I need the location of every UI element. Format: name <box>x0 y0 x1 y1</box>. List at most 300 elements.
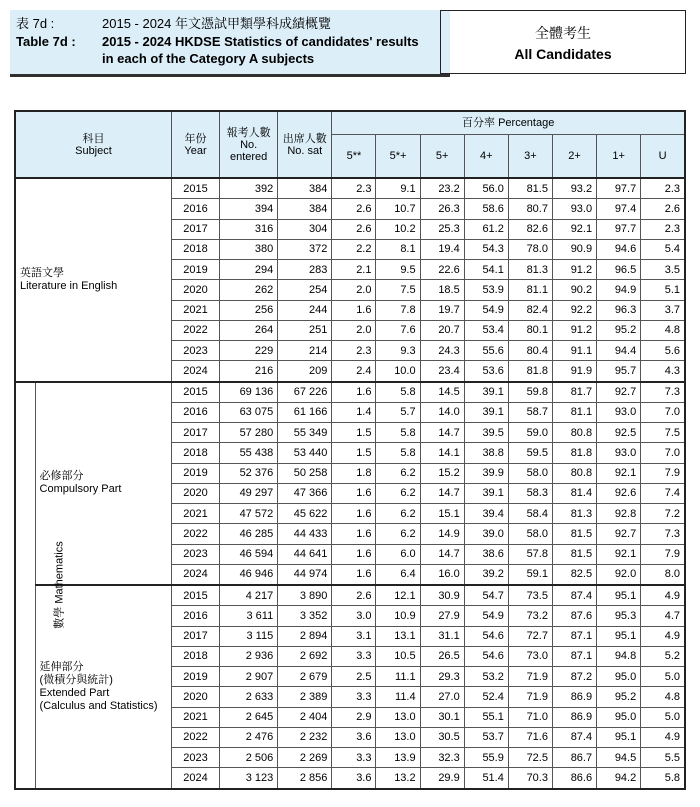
year-cell: 2016 <box>171 402 219 422</box>
table-cell: 87.2 <box>552 667 596 687</box>
table-cell: 92.2 <box>552 300 596 320</box>
entered-header-zh: 報考人數 <box>226 126 271 139</box>
table-cell: 13.0 <box>376 727 420 747</box>
table-cell: 5.0 <box>641 667 685 687</box>
math-part-name-zh: 必修部分 <box>39 470 84 483</box>
table-cell: 7.5 <box>641 423 685 443</box>
table-cell: 4.9 <box>641 585 685 606</box>
table-cell: 53.2 <box>464 667 508 687</box>
table-cell: 92.7 <box>597 382 641 403</box>
table-cell: 95.7 <box>597 361 641 382</box>
table-cell: 14.7 <box>420 544 464 564</box>
table-cell: 90.2 <box>552 280 596 300</box>
table-cell: 38.8 <box>464 443 508 463</box>
table-cell: 95.0 <box>597 707 641 727</box>
title-row-zh <box>16 16 331 32</box>
table-cell: 4.8 <box>641 320 685 340</box>
table-cell: 91.9 <box>552 361 596 382</box>
table-cell: 8.1 <box>376 239 420 259</box>
table-cell: 5.6 <box>641 341 685 361</box>
table-cell: 82.5 <box>552 564 596 585</box>
table-cell: 384 <box>278 178 332 199</box>
table-cell: 92.1 <box>552 219 596 239</box>
table-cell: 2 232 <box>278 727 332 747</box>
table-cell: 2 633 <box>220 687 278 707</box>
table-row <box>15 178 685 199</box>
math-part-name-zh2: (微積分與統計) <box>39 673 113 686</box>
table-cell: 72.7 <box>508 626 552 646</box>
table-cell: 3.6 <box>332 727 376 747</box>
year-cell: 2024 <box>171 361 219 382</box>
grade-header: 4+ <box>464 135 508 179</box>
table-cell: 19.7 <box>420 300 464 320</box>
table-cell: 63 075 <box>220 402 278 422</box>
table-cell: 2 856 <box>278 768 332 789</box>
table-cell: 4.3 <box>641 361 685 382</box>
table-cell: 94.2 <box>597 768 641 789</box>
table-title-en-line2: in each of the Category A subjects <box>102 51 315 66</box>
table-cell: 47 572 <box>220 504 278 524</box>
year-header-en: Year <box>184 144 207 157</box>
table-cell: 58.7 <box>508 402 552 422</box>
sat-header-en: No. sat <box>287 144 323 157</box>
table-cell: 46 285 <box>220 524 278 544</box>
candidates-label-en: All Candidates <box>514 46 612 62</box>
table-cell: 262 <box>220 280 278 300</box>
table-cell: 3 115 <box>220 626 278 646</box>
table-cell: 2 894 <box>278 626 332 646</box>
table-cell: 54.9 <box>464 300 508 320</box>
table-cell: 58.0 <box>508 463 552 483</box>
grade-header: 2+ <box>552 135 596 179</box>
table-cell: 87.4 <box>552 727 596 747</box>
year-cell: 2022 <box>171 727 219 747</box>
table-title-block <box>10 10 450 77</box>
table-cell: 46 594 <box>220 544 278 564</box>
table-cell: 3.3 <box>332 748 376 768</box>
table-cell: 229 <box>220 341 278 361</box>
table-cell: 81.8 <box>508 361 552 382</box>
table-cell: 2 269 <box>278 748 332 768</box>
table-cell: 2.3 <box>332 341 376 361</box>
year-cell: 2021 <box>171 300 219 320</box>
table-cell: 58.3 <box>508 483 552 503</box>
table-cell: 2 907 <box>220 667 278 687</box>
table-cell: 14.5 <box>420 382 464 403</box>
table-cell: 44 641 <box>278 544 332 564</box>
table-cell: 6.0 <box>376 544 420 564</box>
table-cell: 10.9 <box>376 606 420 626</box>
table-cell: 52.4 <box>464 687 508 707</box>
title-row-en-2 <box>16 51 314 67</box>
table-cell: 61.2 <box>464 219 508 239</box>
table-cell: 81.5 <box>508 178 552 199</box>
table-cell: 53.9 <box>464 280 508 300</box>
table-cell: 7.3 <box>641 524 685 544</box>
table-cell: 80.8 <box>552 423 596 443</box>
table-cell: 372 <box>278 239 332 259</box>
table-cell: 39.1 <box>464 382 508 403</box>
table-cell: 5.0 <box>641 707 685 727</box>
table-cell: 54.6 <box>464 626 508 646</box>
table-cell: 15.1 <box>420 504 464 524</box>
year-cell: 2015 <box>171 382 219 403</box>
table-cell: 81.3 <box>508 260 552 280</box>
table-cell: 7.2 <box>641 504 685 524</box>
table-cell: 2 936 <box>220 646 278 666</box>
year-cell: 2023 <box>171 544 219 564</box>
table-cell: 97.7 <box>597 178 641 199</box>
table-cell: 96.3 <box>597 300 641 320</box>
grade-header: 5+ <box>420 135 464 179</box>
table-cell: 71.6 <box>508 727 552 747</box>
table-cell: 55.6 <box>464 341 508 361</box>
table-cell: 81.5 <box>552 544 596 564</box>
table-cell: 73.2 <box>508 606 552 626</box>
year-cell: 2021 <box>171 707 219 727</box>
table-cell: 72.5 <box>508 748 552 768</box>
percentage-header: 百分率 Percentage <box>332 111 685 135</box>
table-cell: 29.9 <box>420 768 464 789</box>
table-cell: 30.9 <box>420 585 464 606</box>
table-cell: 8.0 <box>641 564 685 585</box>
table-cell: 3.6 <box>332 768 376 789</box>
table-cell: 13.1 <box>376 626 420 646</box>
table-cell: 58.6 <box>464 199 508 219</box>
table-cell: 2.2 <box>332 239 376 259</box>
table-cell: 3.3 <box>332 646 376 666</box>
year-cell: 2019 <box>171 667 219 687</box>
table-cell: 71.9 <box>508 687 552 707</box>
table-cell: 2.5 <box>332 667 376 687</box>
table-cell: 3 611 <box>220 606 278 626</box>
table-cell: 3 352 <box>278 606 332 626</box>
table-cell: 2.0 <box>332 320 376 340</box>
table-cell: 2 476 <box>220 727 278 747</box>
table-cell: 10.2 <box>376 219 420 239</box>
table-cell: 2 404 <box>278 707 332 727</box>
entered-header <box>220 111 278 178</box>
year-cell: 2018 <box>171 239 219 259</box>
table-cell: 19.4 <box>420 239 464 259</box>
table-cell: 23.4 <box>420 361 464 382</box>
table-cell: 392 <box>220 178 278 199</box>
table-cell: 209 <box>278 361 332 382</box>
table-cell: 6.2 <box>376 504 420 524</box>
year-cell: 2017 <box>171 626 219 646</box>
table-cell: 70.3 <box>508 768 552 789</box>
table-cell: 95.1 <box>597 626 641 646</box>
table-cell: 16.0 <box>420 564 464 585</box>
table-cell: 7.9 <box>641 463 685 483</box>
table-cell: 39.5 <box>464 423 508 443</box>
table-cell: 27.9 <box>420 606 464 626</box>
table-cell: 56.0 <box>464 178 508 199</box>
table-cell: 10.0 <box>376 361 420 382</box>
table-cell: 71.9 <box>508 667 552 687</box>
table-cell: 38.6 <box>464 544 508 564</box>
subject-header-en: Subject <box>75 144 112 157</box>
table-cell: 82.4 <box>508 300 552 320</box>
table-cell: 78.0 <box>508 239 552 259</box>
year-cell: 2015 <box>171 585 219 606</box>
table-cell: 3.5 <box>641 260 685 280</box>
table-cell: 39.2 <box>464 564 508 585</box>
table-cell: 73.0 <box>508 646 552 666</box>
table-cell: 54.7 <box>464 585 508 606</box>
table-cell: 87.6 <box>552 606 596 626</box>
table-cell: 23.2 <box>420 178 464 199</box>
table-cell: 92.1 <box>597 544 641 564</box>
table-cell: 264 <box>220 320 278 340</box>
table-cell: 20.7 <box>420 320 464 340</box>
table-cell: 94.9 <box>597 280 641 300</box>
table-cell: 2.6 <box>332 585 376 606</box>
table-cell: 30.1 <box>420 707 464 727</box>
table-cell: 80.8 <box>552 463 596 483</box>
table-cell: 2.9 <box>332 707 376 727</box>
table-cell: 3.0 <box>332 606 376 626</box>
table-cell: 2 645 <box>220 707 278 727</box>
table-cell: 86.7 <box>552 748 596 768</box>
title-row-en <box>16 34 419 50</box>
table-cell: 384 <box>278 199 332 219</box>
table-cell: 11.4 <box>376 687 420 707</box>
year-cell: 2016 <box>171 606 219 626</box>
subject-header <box>15 111 171 178</box>
table-cell: 95.1 <box>597 585 641 606</box>
table-cell: 1.6 <box>332 564 376 585</box>
table-cell: 2.3 <box>641 178 685 199</box>
table-cell: 256 <box>220 300 278 320</box>
table-cell: 9.3 <box>376 341 420 361</box>
table-cell: 81.7 <box>552 382 596 403</box>
table-cell: 1.6 <box>332 544 376 564</box>
table-cell: 57 280 <box>220 423 278 443</box>
year-cell: 2024 <box>171 768 219 789</box>
year-cell: 2019 <box>171 260 219 280</box>
table-cell: 22.6 <box>420 260 464 280</box>
year-cell: 2023 <box>171 341 219 361</box>
table-cell: 6.2 <box>376 524 420 544</box>
table-cell: 80.1 <box>508 320 552 340</box>
table-cell: 87.4 <box>552 585 596 606</box>
table-cell: 18.5 <box>420 280 464 300</box>
table-cell: 81.4 <box>552 483 596 503</box>
table-cell: 81.5 <box>552 524 596 544</box>
table-cell: 92.0 <box>597 564 641 585</box>
table-cell: 50 258 <box>278 463 332 483</box>
table-cell: 1.6 <box>332 382 376 403</box>
table-row <box>15 382 685 403</box>
table-cell: 53.4 <box>464 320 508 340</box>
table-cell: 14.7 <box>420 483 464 503</box>
table-cell: 26.3 <box>420 199 464 219</box>
table-cell: 94.8 <box>597 646 641 666</box>
table-cell: 5.8 <box>641 768 685 789</box>
grade-header: U <box>641 135 685 179</box>
table-cell: 7.0 <box>641 402 685 422</box>
table-cell: 82.6 <box>508 219 552 239</box>
table-cell: 95.2 <box>597 687 641 707</box>
table-cell: 12.1 <box>376 585 420 606</box>
table-cell: 32.3 <box>420 748 464 768</box>
table-cell: 71.0 <box>508 707 552 727</box>
table-label-en: Table 7d : <box>16 34 76 49</box>
table-cell: 86.9 <box>552 687 596 707</box>
table-cell: 2 389 <box>278 687 332 707</box>
year-cell: 2020 <box>171 280 219 300</box>
table-cell: 39.1 <box>464 402 508 422</box>
table-cell: 14.9 <box>420 524 464 544</box>
table-cell: 53.7 <box>464 727 508 747</box>
table-cell: 2.3 <box>332 178 376 199</box>
table-cell: 394 <box>220 199 278 219</box>
subject-name-en: Literature in English <box>20 279 118 292</box>
table-cell: 2 692 <box>278 646 332 666</box>
table-cell: 81.1 <box>508 280 552 300</box>
table-cell: 5.8 <box>376 423 420 443</box>
table-cell: 10.5 <box>376 646 420 666</box>
table-cell: 90.9 <box>552 239 596 259</box>
table-cell: 59.0 <box>508 423 552 443</box>
table-title-en-line1: 2015 - 2024 HKDSE Statistics of candidates' results <box>102 34 419 49</box>
table-cell: 61 166 <box>278 402 332 422</box>
table-cell: 86.9 <box>552 707 596 727</box>
table-cell: 46 946 <box>220 564 278 585</box>
table-cell: 93.0 <box>552 199 596 219</box>
table-cell: 53 440 <box>278 443 332 463</box>
table-cell: 14.0 <box>420 402 464 422</box>
table-cell: 7.4 <box>641 483 685 503</box>
table-cell: 94.6 <box>597 239 641 259</box>
table-cell: 57.8 <box>508 544 552 564</box>
mathematics-label: 數學 Mathematics <box>53 541 66 629</box>
table-cell: 31.1 <box>420 626 464 646</box>
table-cell: 2.3 <box>641 219 685 239</box>
table-cell: 11.1 <box>376 667 420 687</box>
year-cell: 2020 <box>171 687 219 707</box>
year-header <box>171 111 219 178</box>
table-cell: 95.1 <box>597 727 641 747</box>
year-cell: 2017 <box>171 423 219 443</box>
year-cell: 2019 <box>171 463 219 483</box>
table-cell: 97.4 <box>597 199 641 219</box>
candidates-label-zh: 全體考生 <box>535 25 591 41</box>
table-cell: 58.0 <box>508 524 552 544</box>
table-cell: 92.1 <box>597 463 641 483</box>
grade-header: 5*+ <box>376 135 420 179</box>
table-cell: 54.3 <box>464 239 508 259</box>
year-cell: 2022 <box>171 524 219 544</box>
table-cell: 29.3 <box>420 667 464 687</box>
table-cell: 96.5 <box>597 260 641 280</box>
subject-header-zh: 科目 <box>82 132 105 145</box>
math-part-name-en: Compulsory Part <box>39 483 122 496</box>
table-cell: 7.0 <box>641 443 685 463</box>
grade-header: 1+ <box>597 135 641 179</box>
grade-header: 5** <box>332 135 376 179</box>
table-cell: 59.8 <box>508 382 552 403</box>
table-cell: 7.3 <box>641 382 685 403</box>
table-cell: 4.7 <box>641 606 685 626</box>
candidates-box <box>440 10 686 74</box>
table-cell: 73.5 <box>508 585 552 606</box>
table-cell: 5.7 <box>376 402 420 422</box>
year-cell: 2024 <box>171 564 219 585</box>
table-cell: 3.7 <box>641 300 685 320</box>
subject-name-zh: 英語文學 <box>20 266 64 279</box>
table-cell: 3.1 <box>332 626 376 646</box>
table-cell: 39.0 <box>464 524 508 544</box>
table-cell: 94.5 <box>597 748 641 768</box>
table-cell: 10.7 <box>376 199 420 219</box>
table-cell: 59.1 <box>508 564 552 585</box>
table-row <box>15 585 685 606</box>
table-cell: 5.1 <box>641 280 685 300</box>
table-cell: 95.2 <box>597 320 641 340</box>
table-cell: 244 <box>278 300 332 320</box>
table-cell: 13.0 <box>376 707 420 727</box>
year-cell: 2020 <box>171 483 219 503</box>
table-cell: 15.2 <box>420 463 464 483</box>
table-cell: 1.6 <box>332 524 376 544</box>
subject-name-cell <box>15 178 171 382</box>
table-title-zh: 2015 - 2024 年文憑試甲類學科成績概覽 <box>102 16 332 31</box>
table-cell: 1.4 <box>332 402 376 422</box>
table-cell: 86.6 <box>552 768 596 789</box>
table-cell: 294 <box>220 260 278 280</box>
table-cell: 93.0 <box>597 443 641 463</box>
table-cell: 92.7 <box>597 524 641 544</box>
table-cell: 87.1 <box>552 646 596 666</box>
table-cell: 2.0 <box>332 280 376 300</box>
table-cell: 93.2 <box>552 178 596 199</box>
table-cell: 91.1 <box>552 341 596 361</box>
table-cell: 9.1 <box>376 178 420 199</box>
table-cell: 3 890 <box>278 585 332 606</box>
year-cell: 2022 <box>171 320 219 340</box>
table-cell: 80.4 <box>508 341 552 361</box>
table-cell: 92.6 <box>597 483 641 503</box>
table-cell: 214 <box>278 341 332 361</box>
table-cell: 13.2 <box>376 768 420 789</box>
table-cell: 81.8 <box>552 443 596 463</box>
table-cell: 1.6 <box>332 504 376 524</box>
table-cell: 92.5 <box>597 423 641 443</box>
table-cell: 95.3 <box>597 606 641 626</box>
table-cell: 1.8 <box>332 463 376 483</box>
table-cell: 45 622 <box>278 504 332 524</box>
table-cell: 6.2 <box>376 483 420 503</box>
table-cell: 251 <box>278 320 332 340</box>
table-cell: 5.5 <box>641 748 685 768</box>
table-cell: 55 349 <box>278 423 332 443</box>
table-cell: 26.5 <box>420 646 464 666</box>
table-cell: 4 217 <box>220 585 278 606</box>
table-cell: 69 136 <box>220 382 278 403</box>
table-cell: 52 376 <box>220 463 278 483</box>
math-part-name-en2: (Calculus and Statistics) <box>39 699 158 712</box>
table-cell: 7.6 <box>376 320 420 340</box>
table-cell: 55.9 <box>464 748 508 768</box>
math-part-name-zh: 延伸部分 <box>39 660 84 673</box>
table-cell: 3.3 <box>332 687 376 707</box>
sat-header-zh: 出席人數 <box>282 132 327 145</box>
table-cell: 27.0 <box>420 687 464 707</box>
table-cell: 14.7 <box>420 423 464 443</box>
table-cell: 2.6 <box>332 199 376 219</box>
